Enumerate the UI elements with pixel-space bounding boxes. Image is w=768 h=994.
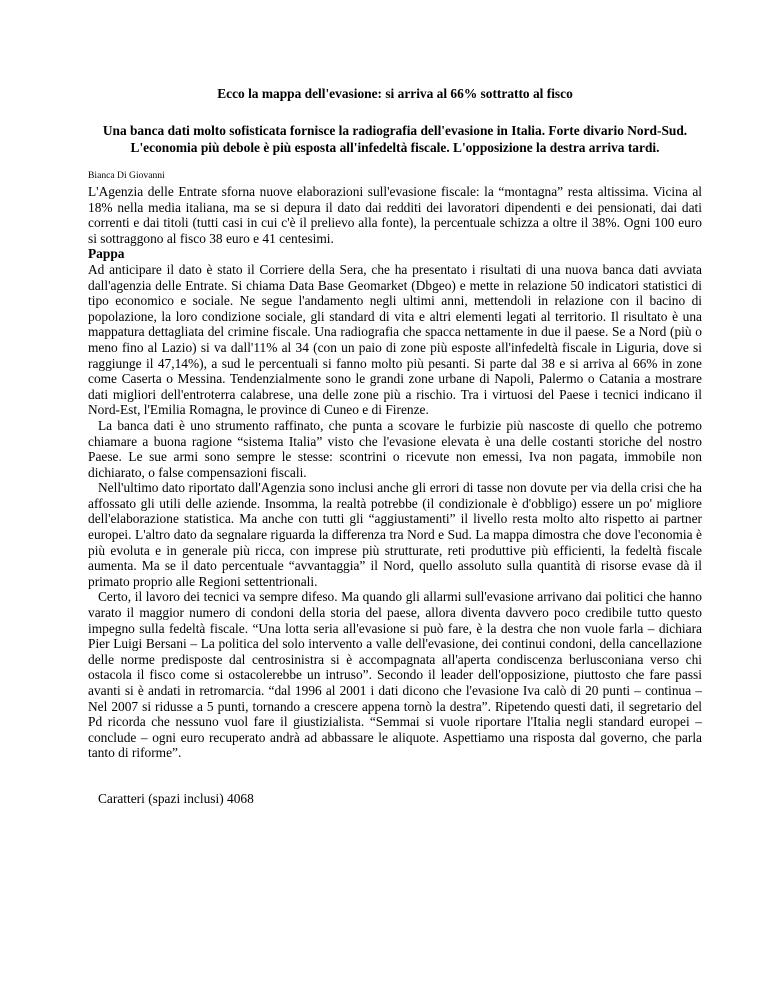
paragraph-intro: L'Agenzia delle Entrate sforna nuove elaborazioni sull'evasione fiscale: la “montagna” resta altissima. Vicina al 18% nella media italiana, ma se si depura il dato dai redditi dei lavoratori dipendenti e dei pensionati, dai dati correnti e dai titoli (tutti casi in cui c'è il prelievo alla fonte), la percentuale schizza a oltre il 38%. Ogni 100 euro si sottraggono al fisco 38 euro e 41 centesimi. — [88, 184, 702, 246]
character-count: Caratteri (spazi inclusi) 4068 — [98, 790, 254, 806]
paragraph-latest-data: Nell'ultimo dato riportato dall'Agenzia sono inclusi anche gli errori di tasse non dovute per via della crisi che ha affossato gli utili delle aziende. Insomma, la realtà potrebbe (il condizionale è d'obbligo) essere un po' migliore dell'elaborazione statistica. Ma anche con tutti gli “aggiustamenti” il livello resta molto alto rispetto ai partner europei. L'altro dato da segnalare riguarda la differenza tra Nord e Sud. La mappa dimostra che dove l'economia è più evoluta e in generale più ricca, con imprese più strutturate, reti produttive più efficienti, la fedeltà fiscale aumenta. Ma se il dato percentuale “avvantaggia” il Nord, quello assoluto sulla quantità di risorse evase dà il primato proprio alle Regioni settentrionali. — [88, 480, 702, 589]
article-subtitle: Una banca dati molto sofisticata fornisce la radiografia dell'evasione in Italia. Forte divario Nord-Sud. L'economia più debole è più esposta all'infedeltà fiscale. L'opposizione la destra arriva tardi. — [102, 123, 688, 155]
paragraph-politics: Certo, il lavoro dei tecnici va sempre difeso. Ma quando gli allarmi sull'evasione arrivano dai politici che hanno varato il maggior numero di condoni della storia del paese, allora diventa davvero poco credibile tutto questo impegno sulla fedeltà fiscale. “Una lotta seria all'evasione si può fare, è la destra che non vuole farla – dichiara Pier Luigi Bersani – La politica del solo intervento a valle dell'evasione, dei continui condoni, della cancellazione delle norme predisposte dal centrosinistra si è accompagnata all'aperta condiscenza berlusconiana verso chi ostacola il fisco come si ostacolerebbe un intruso”. Secondo il leader dell'opposizione, piuttosto che fare passi avanti si è andati in retromarcia. “dal 1996 al 2001 i dati dicono che l'evasione Iva calò di 20 punti – continua – Nel 2007 si ridusse a 5 punti, tornando a crescere appena tornò la destra”. Ripetendo questi dati, il segretario del Pd ricorda che nessuno vuol fare il giustizialista. “Semmai si vuole riportare l'Italia negli standard europei – conclude – ogni euro recuperato andrà ad abbassare le aliquote. Aspettiamo una risposta dal governo, che parla tanto di riforme”. — [88, 589, 702, 761]
paragraph-database: Ad anticipare il dato è stato il Corriere della Sera, che ha presentato i risultati di una nuova banca dati avviata dall'agenzia delle Entrate. Si chiama Data Base Geomarket (Dbgeo) e mette in relazione 50 indicatori statistici di tipo economico e sociale. Ne segue l'andamento negli ultimi anni, mettendoli in relazione con il bacino di popolazione, la loro condizione sociale, gli standard di vita e altri elementi legati al territorio. Il risultato è una mappatura dettagliata del crimine fiscale. Una radiografia che spacca nettamente in due il paese. Se a Nord (più o meno fino al Lazio) si va dall'11% al 34 (con un paio di zone più esposte all'infedeltà fiscale in Liguria, dove si raggiunge il 47,14%), a sud le percentuali si fanno molto più pesanti. Si parte dal 38 e si arriva al 66% in zone come Caserta o Messina. Tendenzialmente sono le grandi zone urbane di Napoli, Palermo o Catania a mostrare dati migliori dell'entroterra calabrese, una delle zone più a rischio. Tra i virtuosi del Paese i tecnici indicano il Nord-Est, l'Emilia Romagna, le province di Cuneo e di Firenze. — [88, 261, 702, 418]
section-heading: Pappa — [88, 246, 125, 262]
article-author: Bianca Di Giovanni — [88, 170, 165, 181]
article-body — [88, 184, 702, 761]
paragraph-tool: La banca dati è uno strumento raffinato, che punta a scovare le furbizie più nascoste di quello che potremo chiamare a buona ragione “sistema Italia” visto che l'evasione elevata è una delle costanti storiche del nostro Paese. Le sue armi sono sempre le stesse: scontrini o ricevute non emessi, Iva non pagata, immobile non dichiarato, o false compensazioni fiscali. — [88, 417, 702, 480]
article-title: Ecco la mappa dell'evasione: si arriva al 66% sottratto al fisco — [217, 86, 573, 101]
